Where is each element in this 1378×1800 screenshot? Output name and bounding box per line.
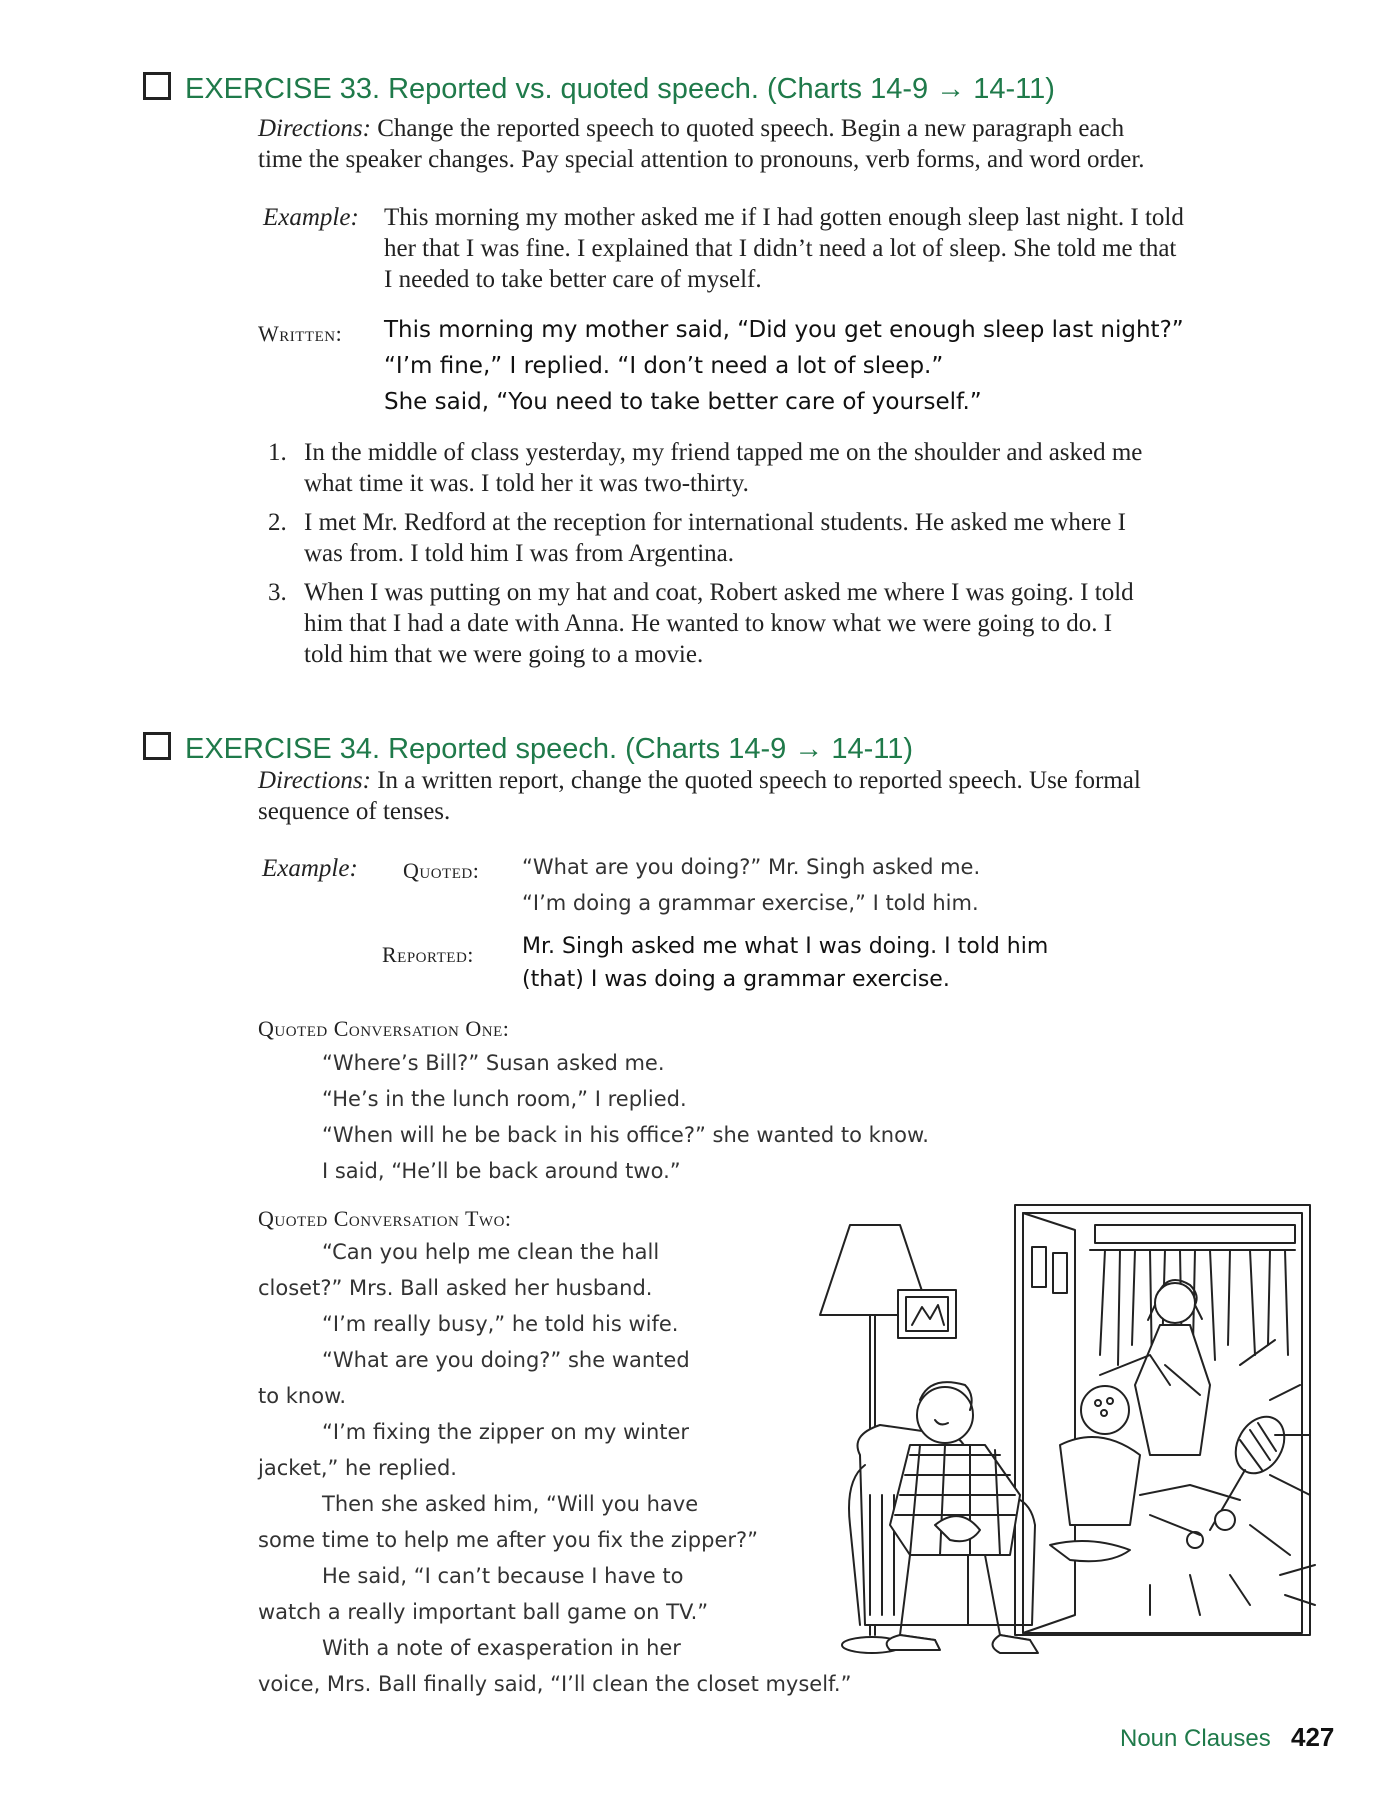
exercise-item	[268, 507, 1318, 569]
reported-answer	[522, 930, 1048, 996]
reported-label: Reported:	[382, 942, 474, 967]
directions-line: Change the reported speech to quoted speech. Begin a new paragraph each	[377, 115, 1125, 142]
example-line: This morning my mother asked me if I had gotten enough sleep last night. I told	[384, 204, 1184, 231]
conversation-line: some time to help me after you fix the zipper?”	[258, 1528, 759, 1552]
conversation-line: voice, Mrs. Ball finally said, “I’ll clean the closet myself.”	[258, 1672, 852, 1696]
conversation-one	[322, 1045, 929, 1189]
exercise-33-title: EXERCISE 33. Reported vs. quoted speech. (Charts 14-9 → 14-11)	[185, 73, 1055, 105]
example-line: I needed to take better care of myself.	[384, 266, 762, 293]
conversation-line: I said, “He’ll be back around two.”	[322, 1159, 681, 1183]
example-line: her that I was fine. I explained that I didn’t need a lot of sleep. She told me that	[384, 235, 1177, 262]
example-label: Example:	[263, 204, 359, 231]
page-number: 427	[1291, 1722, 1335, 1752]
quoted-line: “What are you doing?” Mr. Singh asked me.	[522, 855, 981, 879]
reported-line: Mr. Singh asked me what I was doing. I told him	[522, 934, 1049, 959]
written-line: This morning my mother said, “Did you get enough sleep last night?”	[384, 317, 1184, 343]
conversation-line: “I’m really busy,” he told his wife.	[322, 1312, 679, 1336]
conversation-line: jacket,” he replied.	[258, 1456, 457, 1480]
written-label: Written:	[258, 321, 343, 346]
directions-label: Directions:	[258, 115, 371, 142]
conversation-line: watch a really important ball game on TV.”	[258, 1600, 709, 1624]
item-line: When I was putting on my hat and coat, Robert asked me where I was going. I told	[304, 579, 1134, 606]
conversation-one-label: Quoted Conversation One:	[258, 1016, 510, 1041]
conversation-two	[258, 1234, 851, 1702]
quoted-label: Quoted:	[403, 858, 480, 883]
conversation-line: Then she asked him, “Will you have	[322, 1492, 699, 1516]
reported-line: (that) I was doing a grammar exercise.	[522, 967, 950, 992]
conversation-line: “Where’s Bill?” Susan asked me.	[322, 1051, 665, 1075]
exercise-34-directions	[258, 765, 1141, 827]
written-line: She said, “You need to take better care of yourself.”	[384, 389, 982, 415]
directions-line: sequence of tenses.	[258, 798, 451, 825]
exercise-34-heading	[143, 732, 913, 766]
item-line: was from. I told him I was from Argentina.	[304, 540, 735, 567]
directions-label: Directions:	[258, 767, 371, 794]
item-number: 1.	[268, 439, 287, 466]
directions-line: In a written report, change the quoted speech to reported speech. Use formal	[377, 767, 1141, 794]
conversation-line: to know.	[258, 1384, 346, 1408]
conversation-line: “He’s in the lunch room,” I replied.	[322, 1087, 687, 1111]
chapter-title: Noun Clauses	[1120, 1725, 1271, 1752]
closet-illustration	[770, 1195, 1330, 1695]
conversation-two-label: Quoted Conversation Two:	[258, 1206, 512, 1231]
item-line: him that I had a date with Anna. He wanted to know what we were going to do. I	[304, 610, 1113, 637]
item-line: told him that we were going to a movie.	[304, 641, 704, 668]
exercise-33-heading	[143, 72, 1055, 106]
item-number: 3.	[268, 579, 287, 606]
exercise-34-title: EXERCISE 34. Reported speech. (Charts 14-9 → 14-11)	[185, 733, 914, 765]
checkbox-icon	[143, 732, 171, 760]
written-line: “I’m fine,” I replied. “I don’t need a lot of sleep.”	[384, 353, 944, 379]
man-head	[917, 1387, 973, 1443]
directions-line: time the speaker changes. Pay special attention to pronouns, verb forms, and word order.	[258, 146, 1145, 173]
conversation-line: “What are you doing?” she wanted	[322, 1348, 690, 1372]
exercise-33-directions	[258, 113, 1145, 175]
exercise-item	[268, 577, 1318, 670]
example-label: Example:	[262, 855, 358, 882]
conversation-line: With a note of exasperation in her	[322, 1636, 681, 1660]
exercise-item	[268, 437, 1318, 499]
conversation-line: closet?” Mrs. Ball asked her husband.	[258, 1276, 653, 1300]
conversation-line: “When will he be back in his office?” she wanted to know.	[322, 1123, 929, 1147]
quoted-line: “I’m doing a grammar exercise,” I told him.	[522, 891, 979, 915]
conversation-line: He said, “I can’t because I have to	[322, 1564, 684, 1588]
example-text	[384, 202, 1184, 295]
item-line: what time it was. I told her it was two-thirty.	[304, 470, 749, 497]
written-answer	[384, 312, 1184, 420]
checkbox-icon	[143, 72, 171, 100]
conversation-line: “Can you help me clean the hall	[322, 1240, 660, 1264]
conversation-line: “I’m fixing the zipper on my winter	[322, 1420, 690, 1444]
item-number: 2.	[268, 509, 287, 536]
item-line: In the middle of class yesterday, my friend tapped me on the shoulder and asked me	[304, 439, 1143, 466]
item-line: I met Mr. Redford at the reception for international students. He asked me where I	[304, 509, 1126, 536]
quoted-example	[522, 849, 980, 921]
